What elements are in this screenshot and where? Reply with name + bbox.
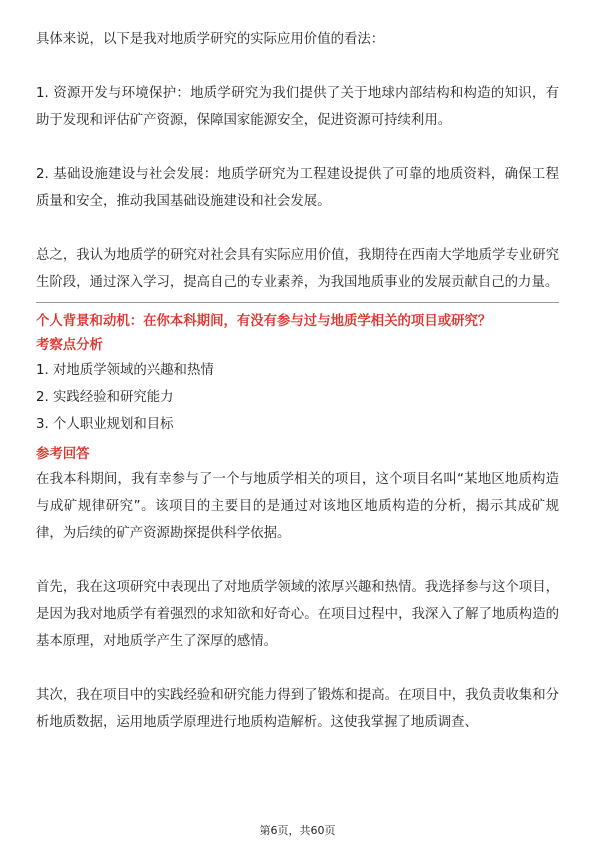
question-title: 个人背景和动机：在你本科期间，有没有参与过与地质学相关的项目或研究？ [36,314,492,329]
intro-lead: 具体来说，以下是我对地质学研究的实际应用价值的看法： [36,32,385,47]
analysis-point: 2. 实践经验和研究能力 [36,390,174,405]
document-body [36,26,559,736]
spacer [36,53,559,80]
spacer [36,547,559,574]
section-divider [36,302,559,303]
analysis-point: 3. 个人职业规划和目标 [36,417,174,432]
answer-paragraph: 首先，我在这项研究中表现出了对地质学领域的浓厚兴趣和热情。我选择参与这个项目，是因为我对地质学有着强烈的求知欲和好奇心。在项目过程中，我深入了解了地质构造的基本原理，对地质学产生了深厚的感情。 [36,580,559,649]
spacer [36,134,559,161]
answer-paragraph: 其次，我在项目中的实践经验和研究能力得到了锻炼和提高。在项目中，我负责收集和分析地质数据，运用地质学原理进行地质构造解析。这使我掌握了地质调查、 [36,688,559,730]
answer-paragraph: 在我本科期间，我有幸参与了一个与地质学相关的项目，这个项目名叫“某地区地质构造与成矿规律研究”。该项目的主要目的是通过对该地区地质构造的分析，揭示其成矿规律，为后续的矿产资源勘探提供科学依据。 [36,472,559,541]
analysis-point: 1. 对地质学领域的兴趣和热情 [36,363,214,378]
intro-point-2: 2. 基础设施建设与社会发展：地质学研究为工程建设提供了可靠的地质资料，确保工程质量和安全，推动我国基础设施建设和社会发展。 [36,167,559,209]
page-number: 第6页，共60页 [259,824,336,837]
spacer [36,215,559,242]
answer-heading: 参考回答 [36,447,90,462]
intro-summary: 总之，我认为地质学的研究对社会具有实际应用价值，我期待在西南大学地质学专业研究生阶段，通过深入学习，提高自己的专业素养，为我国地质事业的发展贡献自己的力量。 [36,248,559,290]
intro-point-1: 1. 资源开发与环境保护：地质学研究为我们提供了关于地球内部结构和构造的知识，有助于发现和评估矿产资源，保障国家能源安全，促进资源可持续利用。 [36,86,559,128]
analysis-heading: 考察点分析 [36,338,103,353]
spacer [36,655,559,682]
